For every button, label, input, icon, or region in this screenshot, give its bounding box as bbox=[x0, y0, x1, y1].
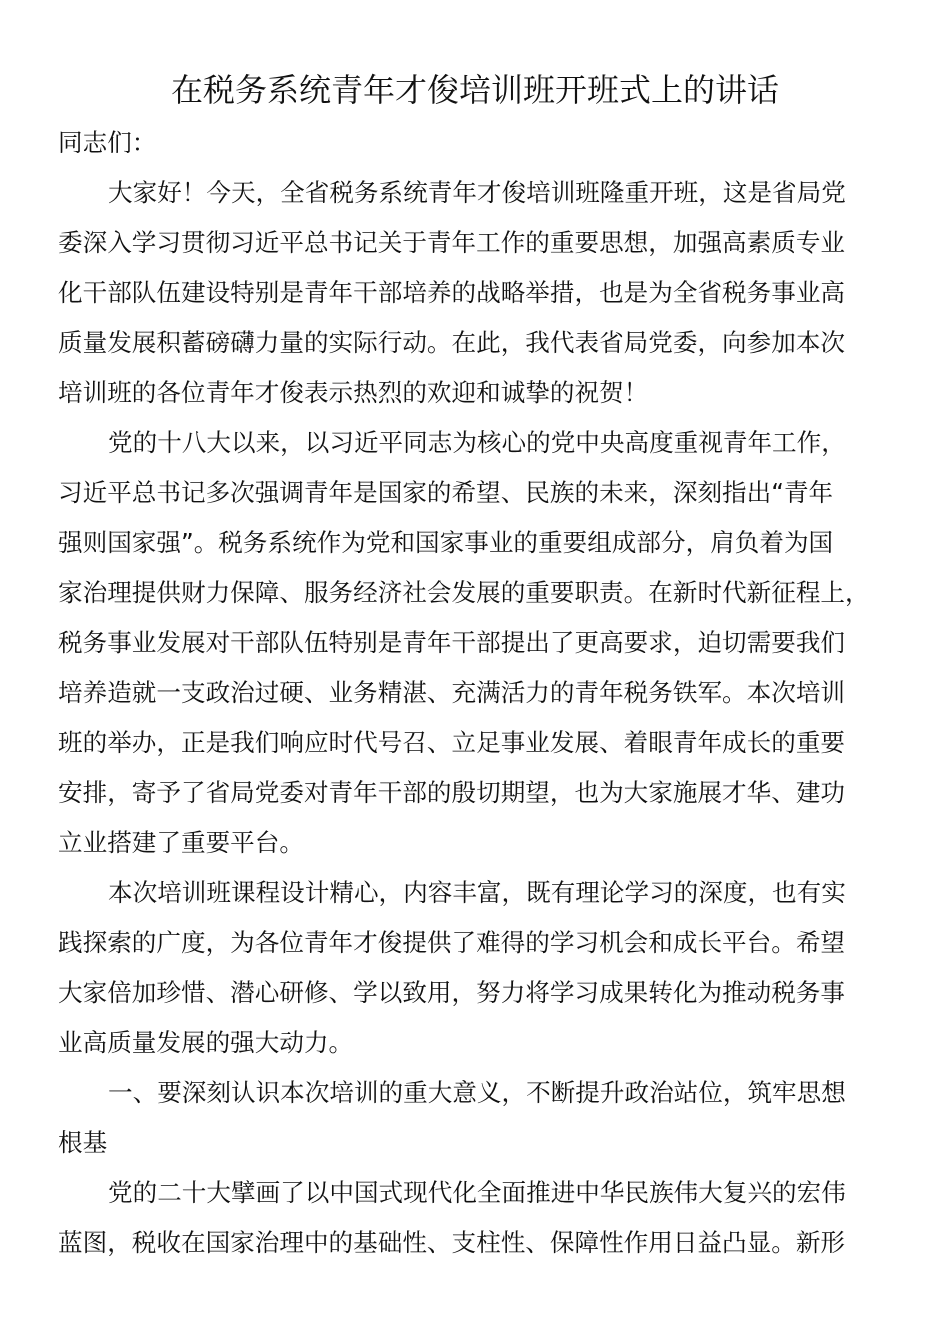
text-line: 家治理提供财力保障、服务经济社会发展的重要职责。在新时代新征程上， bbox=[58, 578, 870, 607]
text-line: 班的举办，正是我们响应时代号召、立足事业发展、着眼青年成长的重要 bbox=[58, 728, 846, 757]
text-line: 本次培训班课程设计精心，内容丰富，既有理论学习的深度，也有实 bbox=[108, 878, 846, 907]
salutation: 同志们： bbox=[58, 128, 157, 157]
text-line: 税务事业发展对干部队伍特别是青年干部提出了更高要求，迫切需要我们 bbox=[58, 628, 846, 657]
text-line: 强则国家强”。税务系统作为党和国家事业的重要组成部分，肩负着为国 bbox=[58, 528, 834, 557]
text-line: 培养造就一支政治过硬、业务精湛、充满活力的青年税务铁军。本次培训 bbox=[58, 678, 846, 707]
text-line: 培训班的各位青年才俊表示热烈的欢迎和诚挚的祝贺！ bbox=[58, 378, 649, 407]
text-line: 委深入学习贯彻习近平总书记关于青年工作的重要思想，加强高素质专业 bbox=[58, 228, 846, 257]
text-line: 立业搭建了重要平台。 bbox=[58, 828, 304, 857]
document-body bbox=[58, 118, 878, 1268]
text-line: 大家好！今天，全省税务系统青年才俊培训班隆重开班，这是省局党 bbox=[108, 178, 846, 207]
text-line: 党的十八大以来，以习近平同志为核心的党中央高度重视青年工作， bbox=[108, 428, 846, 457]
text-line: 安排，寄予了省局党委对青年干部的殷切期望，也为大家施展才华、建功 bbox=[58, 778, 846, 807]
text-line: 党的二十大擘画了以中国式现代化全面推进中华民族伟大复兴的宏伟 bbox=[108, 1178, 846, 1207]
text-line: 践探索的广度，为各位青年才俊提供了难得的学习机会和成长平台。希望 bbox=[58, 928, 846, 957]
section-heading-line: 一、要深刻认识本次培训的重大意义，不断提升政治站位，筑牢思想 bbox=[108, 1078, 846, 1107]
text-line: 质量发展积蓄磅礴力量的实际行动。在此，我代表省局党委，向参加本次 bbox=[58, 328, 846, 357]
text-line: 大家倍加珍惜、潜心研修、学以致用，努力将学习成果转化为推动税务事 bbox=[58, 978, 846, 1007]
document-title: 在税务系统青年才俊培训班开班式上的讲话 bbox=[170, 71, 779, 109]
text-line: 蓝图，税收在国家治理中的基础性、支柱性、保障性作用日益凸显。新形 bbox=[58, 1228, 846, 1257]
text-line: 化干部队伍建设特别是青年干部培养的战略举措，也是为全省税务事业高 bbox=[58, 278, 846, 307]
text-line: 习近平总书记多次强调青年是国家的希望、民族的未来，深刻指出“青年 bbox=[58, 478, 834, 507]
text-line: 业高质量发展的强大动力。 bbox=[58, 1028, 354, 1057]
section-heading-line: 根基 bbox=[58, 1128, 108, 1157]
